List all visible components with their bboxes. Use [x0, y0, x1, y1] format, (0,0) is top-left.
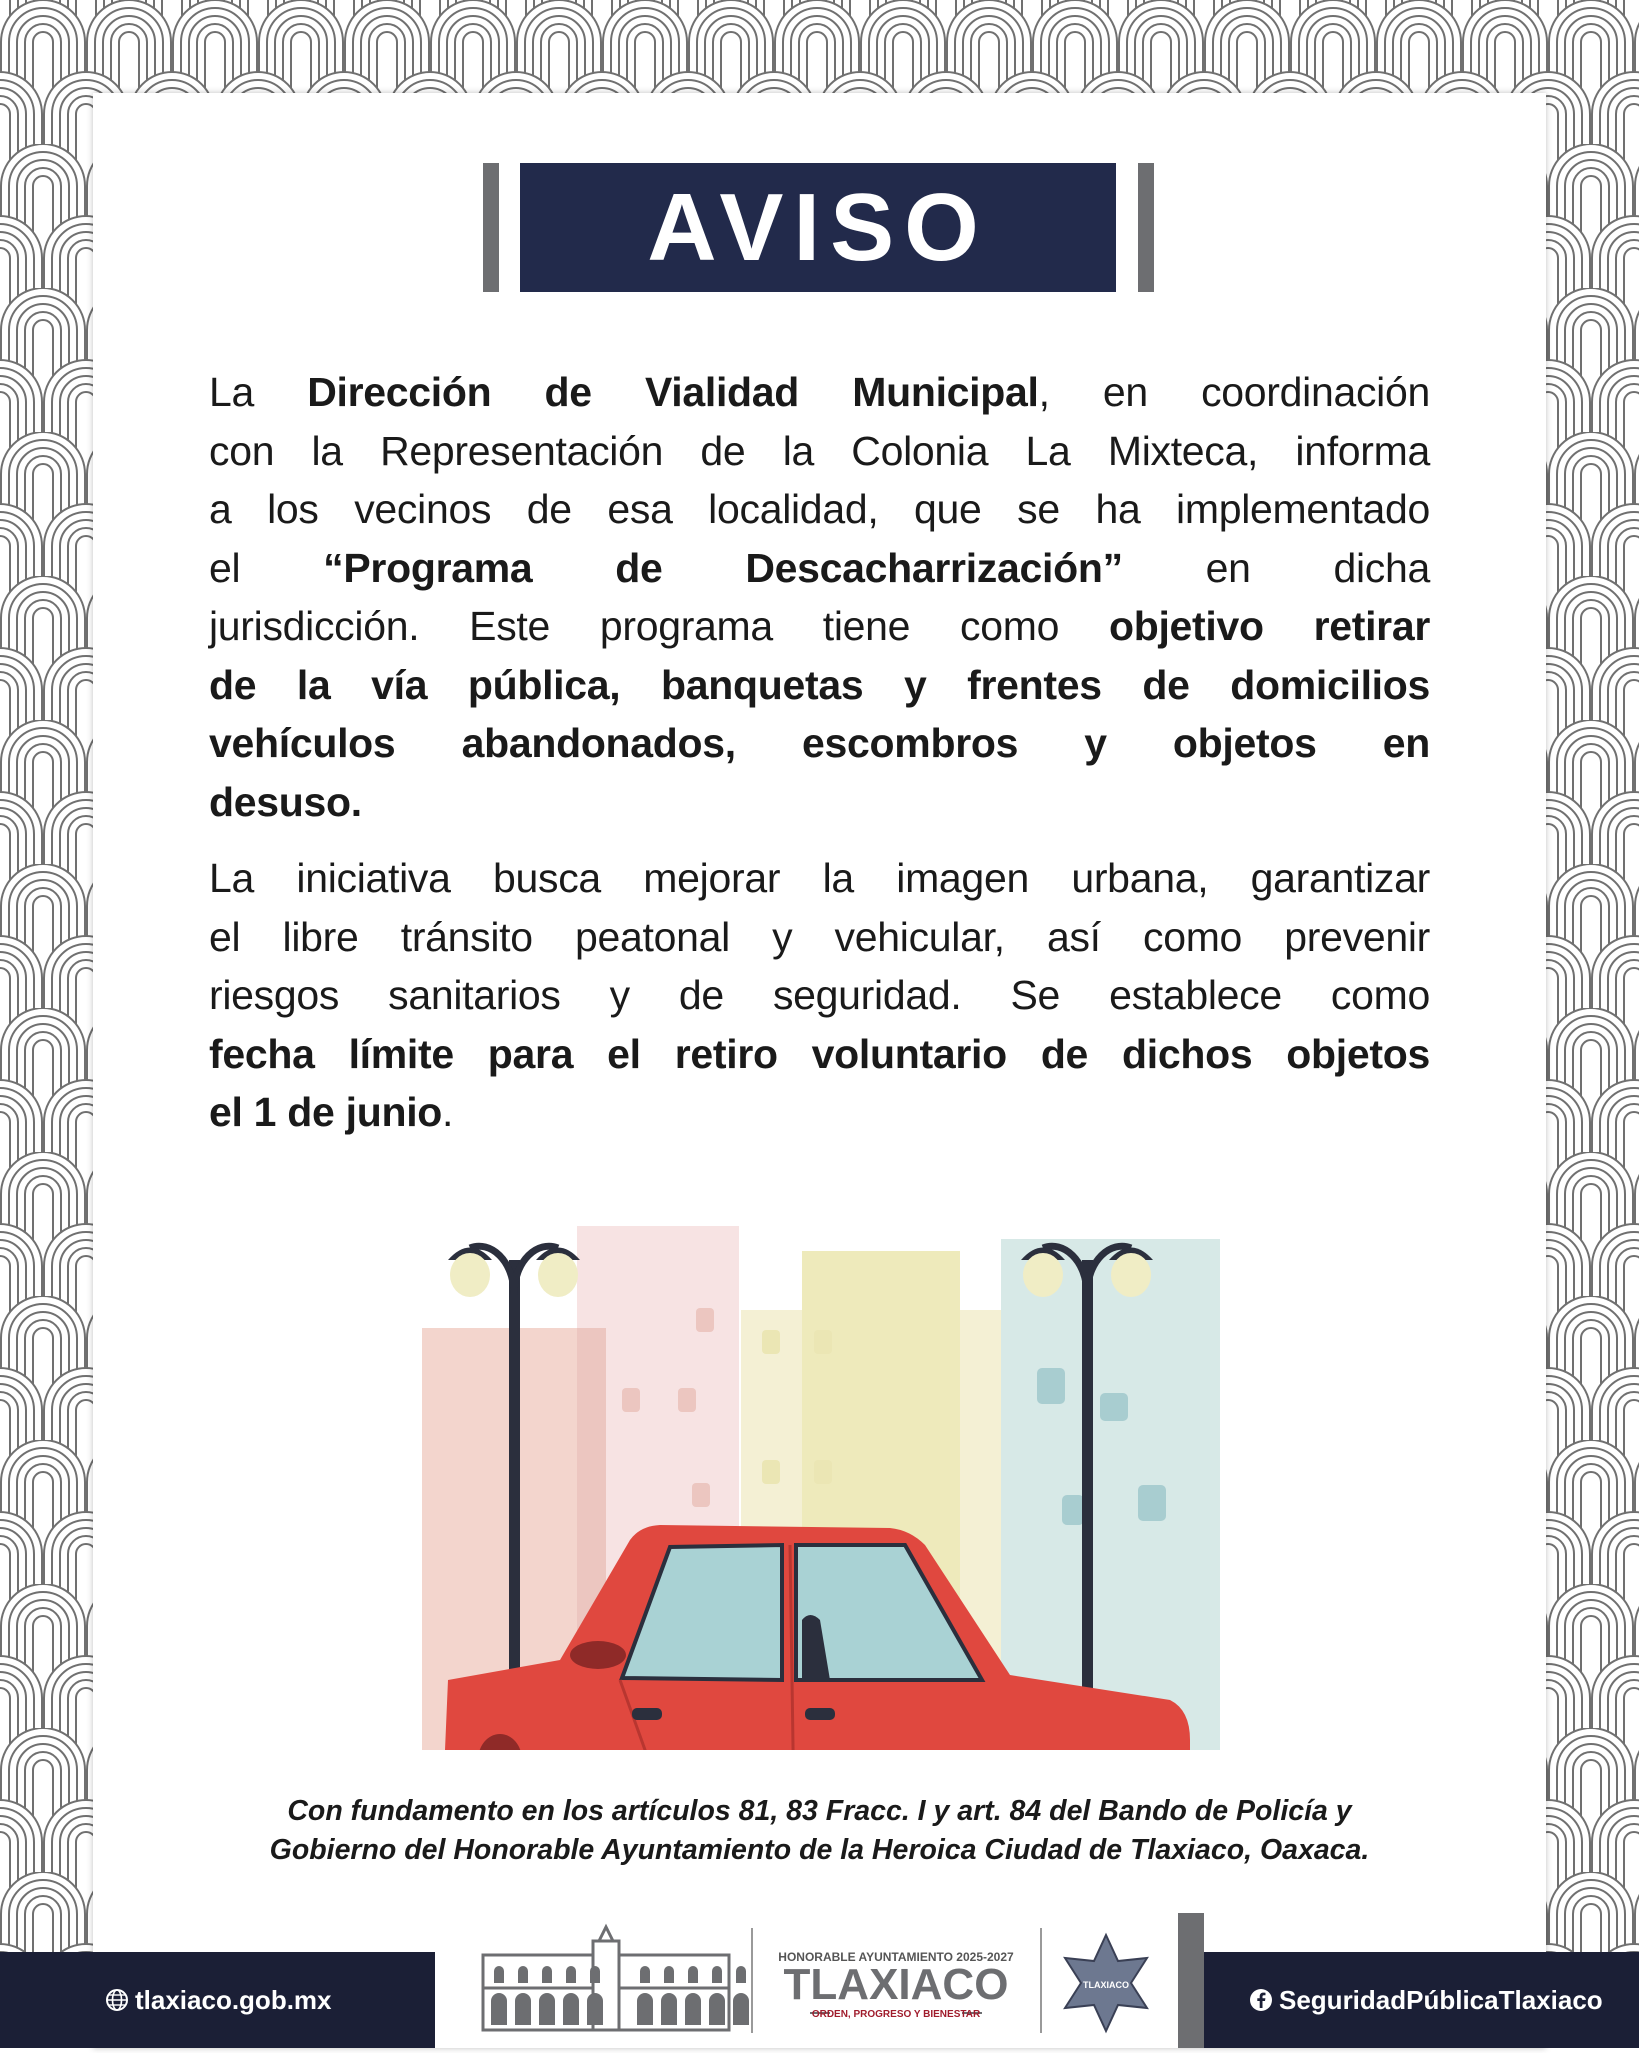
text-line	[209, 908, 1430, 967]
text: La	[209, 369, 308, 415]
bold-text: Dirección de Vialidad Municipal	[307, 369, 1039, 415]
logo-name: TLAXIACO	[783, 1960, 1009, 2009]
text-line	[209, 1083, 1430, 1142]
text-line	[209, 656, 1430, 715]
text-line	[209, 966, 1430, 1025]
logo-motto: ORDEN, PROGRESO Y BIENESTAR	[811, 2009, 981, 2020]
globe-icon	[105, 1988, 129, 2012]
bold-text: desuso.	[209, 778, 362, 825]
text: a los vecinos de esa localidad, que se ha implementado	[209, 486, 1430, 532]
bold-text: fecha límite para el retiro voluntario de dichos objetos	[209, 1030, 1430, 1077]
text-line	[209, 849, 1430, 908]
text-line	[209, 480, 1430, 539]
text: jurisdicción. Este programa tiene como	[209, 603, 1109, 649]
bold-text: el 1 de junio	[209, 1089, 443, 1135]
text: riesgos sanitarios y de seguridad. Se establece como	[209, 972, 1430, 1018]
title-bar-right	[1138, 163, 1154, 292]
legal-citation-line-1: Con fundamento en los artículos 81, 83 Fracc. I y art. 84 del Bando de Policía y	[287, 1795, 1352, 1827]
text-line	[209, 363, 1430, 422]
website-text: tlaxiaco.gob.mx	[135, 1984, 332, 2015]
facebook-link[interactable]	[1204, 1952, 1639, 2048]
police-badge-icon	[1065, 1935, 1147, 2031]
bold-text: de la vía pública, banquetas y frentes de domicilios	[209, 661, 1430, 708]
text-line	[209, 539, 1430, 598]
badge-text: TLAXIACO	[1083, 1980, 1129, 1990]
text-line	[209, 773, 1430, 832]
municipal-logo-block	[435, 1913, 1204, 2048]
text-line	[209, 714, 1430, 773]
paragraph-2	[209, 849, 1430, 1142]
text: con la Representación de la Colonia La Mixteca, informa	[209, 427, 1430, 474]
text: , en coordinación	[1038, 369, 1430, 415]
text: La iniciativa busca mejorar la imagen urbana, garantizar	[209, 855, 1430, 901]
bold-text: objetivo retirar	[1108, 603, 1430, 649]
logo-header: HONORABLE AYUNTAMIENTO 2025-2027	[778, 1950, 1014, 1964]
legal-citation-line-2: Gobierno del Honorable Ayuntamiento de la Heroica Ciudad de Tlaxiaco, Oaxaca.	[269, 1834, 1370, 1866]
text-line	[209, 597, 1430, 656]
text-line	[209, 422, 1430, 481]
bold-text: “Programa de Descacharrización”	[323, 544, 1123, 591]
logo-frame-right	[1178, 1913, 1204, 2048]
page-title: AVISO	[520, 163, 1116, 292]
title-bar-left	[483, 163, 499, 292]
municipal-logo	[435, 1913, 1204, 2048]
text: el libre tránsito peatonal y vehicular, así como prevenir	[209, 913, 1430, 960]
facebook-icon	[1249, 1988, 1273, 2012]
text: .	[442, 1089, 454, 1135]
abandoned-car-illustration	[370, 1200, 1270, 1750]
facebook-text: SeguridadPúblicaTlaxiaco	[1279, 1984, 1603, 2015]
text: en dicha	[1122, 544, 1431, 591]
website-link[interactable]	[0, 1952, 435, 2048]
text: el	[209, 544, 324, 591]
bold-text: vehículos abandonados, escombros y objetos en	[209, 720, 1430, 766]
text-line	[209, 1025, 1430, 1084]
paragraph-1	[209, 363, 1430, 831]
